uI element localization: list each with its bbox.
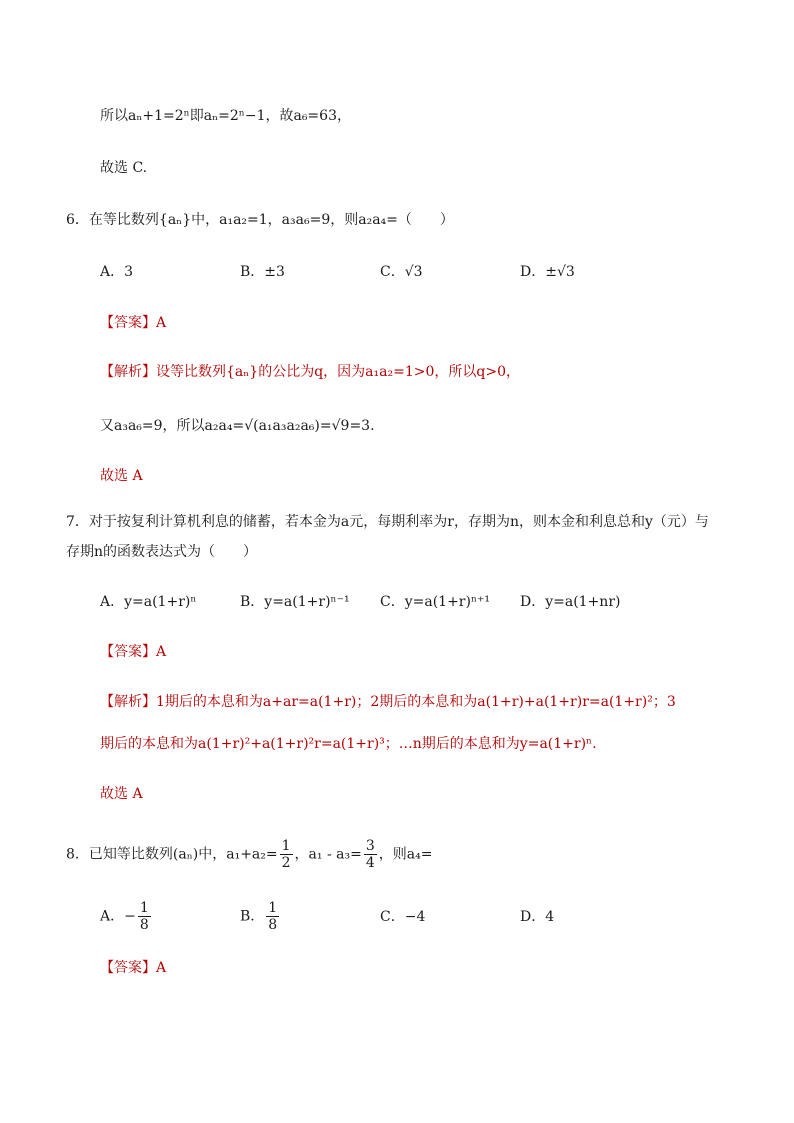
solution-line-1: 所以aₙ+1=2ⁿ即aₙ=2ⁿ−1，故a₆=63， bbox=[100, 108, 351, 124]
q8-fraction-1-den: 2 bbox=[281, 855, 291, 871]
q8-fraction-2-den: 4 bbox=[365, 855, 375, 871]
q6-explanation-1: 【解析】设等比数列{aₙ}的公比为q，因为a₁a₂=1>0，所以q>0， bbox=[100, 364, 520, 380]
q8-fraction-1-num: 1 bbox=[281, 838, 291, 854]
q6-option-c: C．√3 bbox=[380, 264, 423, 280]
q7-option-a: A．y=a(1+r)ⁿ bbox=[100, 594, 197, 610]
q7-selection: 故选 A bbox=[100, 786, 143, 802]
q6-option-d: D．±√3 bbox=[520, 264, 575, 280]
q8-option-b bbox=[240, 900, 281, 933]
q8-middle: ，a₁ - a₃= bbox=[294, 846, 362, 863]
q7-answer: 【答案】A bbox=[100, 644, 167, 660]
q8-option-b-fraction bbox=[266, 900, 279, 933]
q8-suffix: ，则a₄= bbox=[378, 846, 433, 863]
q6-option-a: A．3 bbox=[100, 264, 134, 280]
q7-option-d: D．y=a(1+nr) bbox=[520, 594, 621, 610]
q6-explanation-2: 又a₃a₆=9，所以a₂a₄=√(a₁a₃a₂a₆)=√9=3. bbox=[100, 418, 375, 434]
question-7-line-1: 7．对于按复利计算机利息的储蓄，若本金为a元，每期利率为r，存期为n，则本金和利息总和y（元）与 bbox=[66, 514, 709, 530]
q8-option-a bbox=[100, 900, 153, 933]
q7-option-c: C．y=a(1+r)ⁿ⁺¹ bbox=[380, 594, 491, 610]
q8-option-a-fraction bbox=[138, 900, 151, 933]
q8-prefix: 8．已知等比数列(aₙ)中，a₁+a₂= bbox=[66, 846, 278, 863]
q6-selection: 故选 A bbox=[100, 468, 143, 484]
selection-c: 故选 C. bbox=[100, 160, 148, 176]
question-7-line-2: 存期n的函数表达式为（ ） bbox=[66, 544, 258, 560]
question-8 bbox=[66, 838, 432, 871]
q6-option-b: B．±3 bbox=[240, 264, 285, 280]
question-6: 6．在等比数列{aₙ}中，a₁a₂=1，a₃a₆=9，则a₂a₄=（ ） bbox=[66, 212, 454, 228]
q6-answer: 【答案】A bbox=[100, 315, 167, 331]
q8-answer: 【答案】A bbox=[100, 960, 167, 976]
q8-option-a-num: 1 bbox=[139, 900, 149, 916]
q8-fraction-2 bbox=[364, 838, 377, 871]
q8-option-b-prefix: B． bbox=[240, 908, 265, 925]
q8-option-a-prefix: A．− bbox=[100, 908, 136, 925]
q7-explanation-1: 【解析】1期后的本息和为a+ar=a(1+r)；2期后的本息和为a(1+r)+a(1+r)r=a(1+r)²；3 bbox=[100, 694, 676, 710]
q8-option-d: D．4 bbox=[520, 909, 555, 925]
q8-option-c: C．−4 bbox=[380, 909, 426, 925]
q8-option-a-den: 8 bbox=[139, 917, 149, 933]
q7-explanation-2: 期后的本息和为a(1+r)²+a(1+r)²r=a(1+r)³；…n期后的本息和为y=a(1+r)ⁿ. bbox=[100, 736, 597, 752]
q7-option-b: B．y=a(1+r)ⁿ⁻¹ bbox=[240, 594, 350, 610]
q8-option-b-num: 1 bbox=[268, 900, 278, 916]
q8-fraction-1 bbox=[280, 838, 293, 871]
q8-fraction-2-num: 3 bbox=[365, 838, 375, 854]
q8-option-b-den: 8 bbox=[268, 917, 278, 933]
